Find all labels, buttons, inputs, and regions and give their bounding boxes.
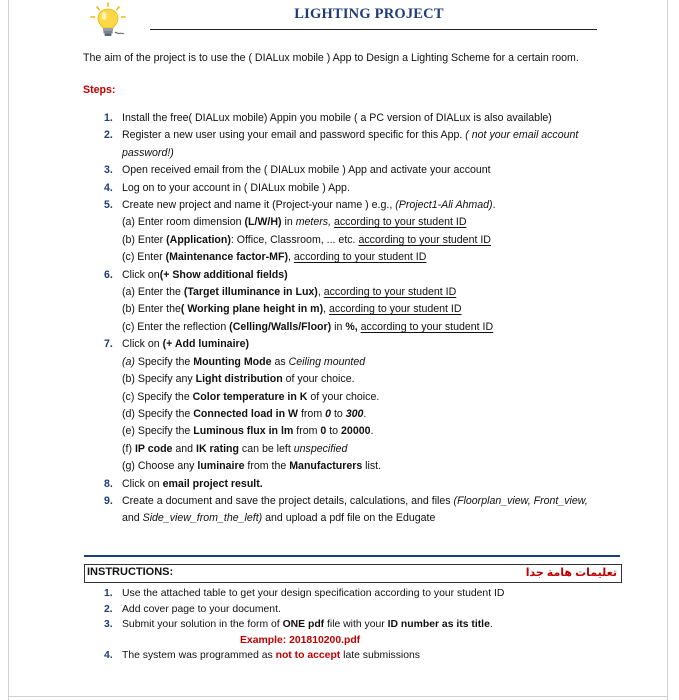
- sub-bold: 20000: [341, 425, 371, 438]
- instruction-text: Add cover page to your document.: [122, 603, 281, 615]
- step-item: [100, 127, 605, 162]
- instruction-item: [100, 648, 605, 664]
- sub-bold: Connected load in W: [193, 407, 299, 420]
- instructions-title: INSTRUCTIONS:: [87, 566, 174, 578]
- step-text: Click on: [122, 338, 163, 351]
- step-text: Click on: [122, 477, 163, 490]
- sub-underline: according to your student ID: [360, 320, 494, 333]
- instructions-list: [100, 586, 605, 664]
- instruction-item: [100, 617, 605, 648]
- sub-text: (g) Choose any: [122, 460, 198, 473]
- sub-text: ,: [323, 303, 330, 316]
- sub-text: list.: [362, 460, 382, 473]
- sub-bold: Luminous flux in lm: [193, 425, 294, 438]
- sub-text: and: [172, 442, 197, 455]
- sub-text: (b) Specify any: [122, 373, 196, 386]
- instruction-bold: ID number as its title: [387, 619, 490, 630]
- filename-example: Example: 201810200.pdf: [240, 634, 361, 646]
- sub-text: (c) Enter the reflection: [122, 320, 230, 333]
- page-title: LIGHTING PROJECT: [294, 6, 444, 22]
- sub-text: (c) Enter: [122, 251, 166, 264]
- sub-bold: %,: [345, 320, 358, 333]
- step-text: Log on to your account in ( DIALux mobile ) App.: [122, 181, 350, 194]
- sub-bold: luminaire: [197, 460, 245, 473]
- sub-bold: Manufacturers: [289, 460, 363, 473]
- sub-item: [122, 406, 605, 423]
- sub-text: from: [298, 407, 326, 420]
- instructions-divider: [84, 555, 620, 557]
- sub-bold: ( Working plane height in m): [180, 303, 324, 316]
- sub-text: ,: [317, 286, 324, 299]
- step-item: [100, 476, 605, 493]
- step-item: [100, 493, 605, 528]
- sub-item: [122, 441, 605, 458]
- instruction-warning: not to accept: [275, 650, 341, 661]
- sub-text: from the: [244, 460, 290, 473]
- sub-item: [122, 458, 605, 475]
- sub-text: (f): [122, 442, 135, 455]
- instruction-text: late submissions: [340, 650, 420, 661]
- page-right-edge: [667, 0, 668, 700]
- sub-text: (c) Specify the: [122, 390, 193, 403]
- sub-item: [122, 249, 605, 266]
- step-bold: (+ Add luminaire): [162, 338, 250, 351]
- instruction-bold: ONE pdf: [282, 619, 325, 630]
- step-italic: (Floorplan_view, Front_view,: [453, 494, 588, 507]
- step-example: (Project1-Ali Ahmad): [395, 199, 493, 212]
- sub-text: : Office, Classroom, ... etc.: [230, 233, 359, 246]
- sub-italic: unspecified: [293, 442, 348, 455]
- steps-list: [100, 110, 605, 528]
- sub-item: [122, 232, 605, 249]
- intro-paragraph: The aim of the project is to use the ( DIALux mobile ) App to Design a Lighting Scheme for a certain room.: [83, 52, 579, 64]
- sub-bold: IP code: [134, 442, 173, 455]
- sub-item: [122, 301, 605, 318]
- step-number: 7.: [104, 338, 113, 351]
- title-underline: [150, 29, 597, 30]
- sub-text: (e) Specify the: [122, 425, 194, 438]
- sub-text: (b) Enter: [122, 233, 167, 246]
- step-text: and upload a pdf file on the Edugate: [262, 512, 436, 525]
- step-bold: (+ Show additional fields): [159, 268, 288, 281]
- step-note: ( not your email account password!): [122, 129, 579, 159]
- sub-text: can be left: [238, 442, 294, 455]
- light-bulb-icon: [88, 2, 128, 42]
- step-text: Click on: [122, 268, 160, 281]
- sub-bold: (Application): [166, 233, 231, 246]
- instruction-number: 1.: [104, 588, 113, 599]
- instruction-number: 2.: [104, 603, 113, 615]
- sub-text: in: [331, 320, 346, 333]
- step-number: 9.: [104, 494, 113, 507]
- sub-bold: 0: [320, 425, 327, 438]
- sub-text: from: [293, 425, 321, 438]
- sub-text: (a) Enter room dimension: [122, 216, 245, 229]
- sub-text: as: [271, 355, 289, 368]
- instruction-item: [100, 602, 605, 618]
- sub-italic: Ceiling mounted: [288, 355, 366, 368]
- sub-text: ,: [288, 251, 294, 264]
- instruction-number: 4.: [104, 650, 113, 661]
- sub-bold: 0: [325, 407, 331, 420]
- step-text: .: [492, 199, 496, 212]
- sub-list: [122, 354, 605, 476]
- step-item: [100, 267, 605, 337]
- step-text: Create a document and save the project details, calculations, and files: [122, 494, 454, 507]
- sub-bold: (Celling/Walls/Floor): [229, 320, 332, 333]
- sub-text: to: [326, 425, 342, 438]
- sub-item: [122, 284, 605, 301]
- sub-text: to: [331, 407, 346, 420]
- instruction-text: file with your: [324, 619, 388, 630]
- sub-underline: according to your student ID: [323, 286, 457, 299]
- step-number: 1.: [104, 112, 113, 124]
- step-item: [100, 197, 605, 267]
- instruction-text: .: [489, 619, 493, 630]
- sub-bold: Mounting Mode: [193, 355, 272, 368]
- instruction-number: 3.: [104, 619, 113, 630]
- sub-underline: according to your student ID: [358, 233, 491, 246]
- sub-text: (d) Specify the: [122, 407, 194, 420]
- sub-text: (a) Enter the: [122, 286, 184, 299]
- page-left-edge: [8, 0, 9, 700]
- sub-item: [122, 371, 605, 388]
- sub-item: [122, 214, 605, 231]
- step-number: 3.: [104, 164, 113, 177]
- instruction-text: The system was programmed as: [122, 650, 276, 661]
- step-number: 4.: [104, 181, 113, 194]
- sub-list: [122, 284, 605, 336]
- step-bold: email project result.: [162, 477, 263, 490]
- step-text: Open received email from the ( DIALux mobile ) App and activate your account: [122, 164, 491, 177]
- sub-item: [122, 319, 605, 336]
- sub-text: of your choice.: [282, 373, 355, 386]
- sub-text: in: [281, 216, 296, 229]
- sub-item: [122, 423, 605, 440]
- step-item: [100, 180, 605, 197]
- step-text: Install the free( DIALux mobile) Appin you mobile ( a PC version of DIALux is also available): [122, 112, 552, 124]
- instructions-arabic-title: تعليمات هامة جدا: [525, 567, 617, 579]
- step-text: Register a new user using your email and password specific for this App.: [122, 129, 466, 142]
- sub-underline: according to your student ID: [293, 251, 427, 264]
- page-bottom-edge: [8, 696, 668, 697]
- sub-bold: Light distribution: [195, 373, 283, 386]
- sub-text: Specify the: [134, 355, 194, 368]
- sub-text: .: [370, 425, 374, 438]
- sub-text: .: [363, 407, 367, 420]
- sub-text: (b) Enter the: [122, 303, 181, 316]
- step-number: 8.: [104, 477, 113, 490]
- sub-bold: IK rating: [196, 442, 239, 455]
- step-italic: Side_view_from_the_left): [142, 512, 263, 525]
- step-item: [100, 162, 605, 179]
- step-number: 2.: [104, 129, 113, 142]
- step-text: Create new project and name it (Project-your name ) e.g.,: [122, 199, 396, 212]
- sub-bold: Color temperature in K: [192, 390, 308, 403]
- step-item: [100, 336, 605, 475]
- sub-text: of your choice.: [307, 390, 380, 403]
- sub-italic: (a): [122, 355, 135, 368]
- sub-list: [122, 214, 605, 266]
- sub-item: [122, 354, 605, 371]
- sub-bold: (Target illuminance in Lux): [183, 286, 318, 299]
- step-item: [100, 110, 605, 127]
- steps-heading: Steps:: [83, 84, 116, 96]
- sub-item: [122, 389, 605, 406]
- instruction-text: Use the attached table to get your design specification according to your student ID: [122, 588, 505, 599]
- sub-italic: meters,: [295, 216, 332, 229]
- step-text: and: [122, 512, 143, 525]
- sub-underline: according to your student ID: [333, 216, 467, 229]
- instructions-header: [84, 564, 622, 583]
- sub-underline: according to your student ID: [329, 303, 462, 316]
- instruction-item: [100, 586, 605, 602]
- step-number: 5.: [104, 199, 113, 212]
- instruction-text: Submit your solution in the form of: [122, 619, 283, 630]
- sub-bold: (L/W/H): [244, 216, 282, 229]
- sub-bold: 300: [345, 407, 364, 420]
- sub-bold: (Maintenance factor-MF): [165, 251, 288, 264]
- step-number: 6.: [104, 268, 113, 281]
